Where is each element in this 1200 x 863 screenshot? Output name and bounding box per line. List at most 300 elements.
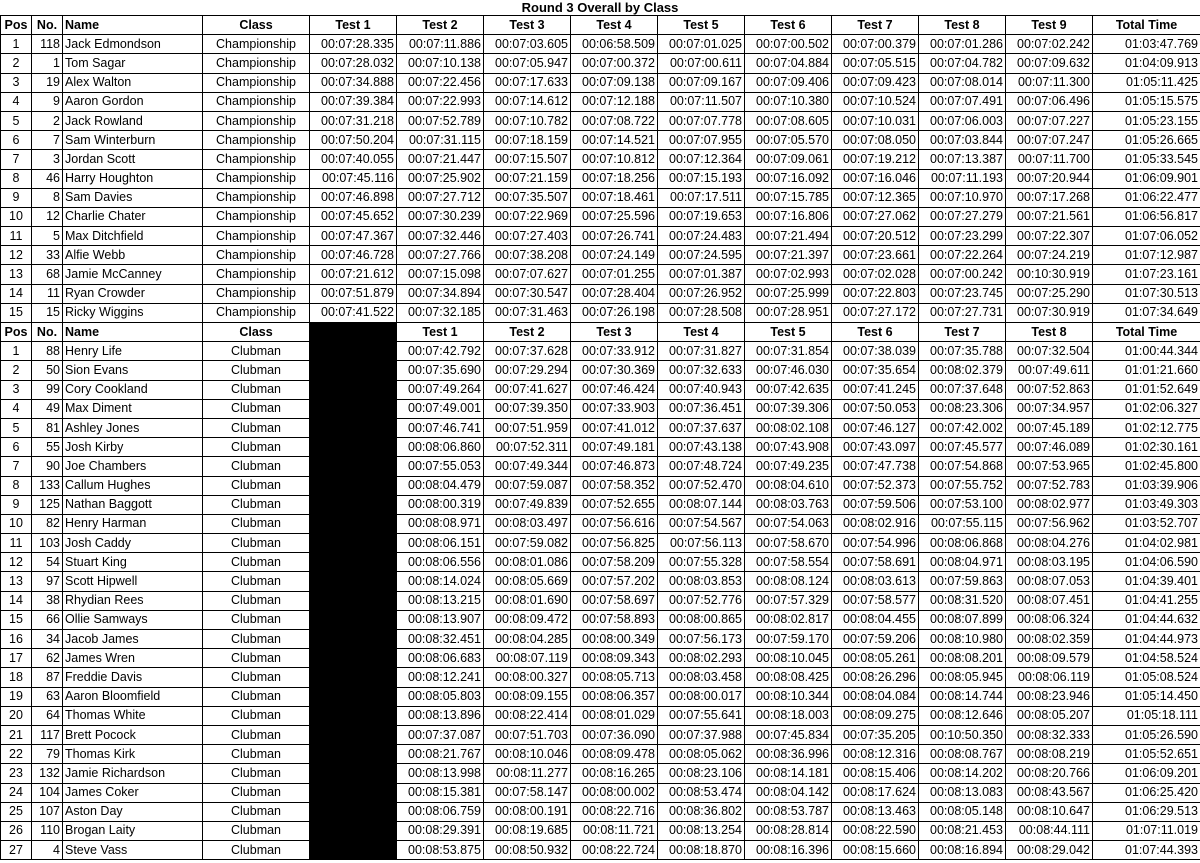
test-time-cell: 00:08:09.478 [571, 745, 658, 764]
test-time-cell: 00:07:07.247 [1006, 131, 1093, 150]
total-time-cell: 01:02:45.800 [1093, 457, 1200, 476]
class-cell: Championship [203, 188, 310, 207]
test-time-cell: 00:07:07.627 [484, 265, 571, 284]
test-time-cell: 00:07:20.512 [832, 227, 919, 246]
test-time-cell: 00:07:41.522 [310, 303, 397, 322]
total-time-cell: 01:04:06.590 [1093, 553, 1200, 572]
test-time-cell: 00:07:18.256 [571, 169, 658, 188]
pos-cell: 13 [1, 572, 32, 591]
test-time-cell: 00:07:46.089 [1006, 438, 1093, 457]
test-time-cell: 00:07:51.959 [484, 418, 571, 437]
total-time-cell: 01:07:34.649 [1093, 303, 1200, 322]
test-time-cell: 00:07:52.789 [397, 111, 484, 130]
redacted-cell [310, 323, 397, 342]
class-cell: Championship [203, 303, 310, 322]
test-time-cell: 00:07:04.884 [745, 54, 832, 73]
test-time-cell: 00:07:45.116 [310, 169, 397, 188]
pos-cell: 24 [1, 783, 32, 802]
class-cell: Clubman [203, 668, 310, 687]
test-time-cell: 00:07:15.785 [745, 188, 832, 207]
test-time-cell: 00:08:04.610 [745, 476, 832, 495]
test-time-cell: 00:08:06.151 [397, 534, 484, 553]
test-time-cell: 00:07:05.570 [745, 131, 832, 150]
number-cell: 12 [32, 207, 63, 226]
championship-header-cell: Test 4 [571, 16, 658, 35]
test-time-cell: 00:07:51.703 [484, 725, 571, 744]
test-time-cell: 00:08:36.996 [745, 745, 832, 764]
championship-header-cell: Test 8 [919, 16, 1006, 35]
test-time-cell: 00:08:04.142 [745, 783, 832, 802]
test-time-cell: 00:08:00.002 [571, 783, 658, 802]
total-time-cell: 01:04:09.913 [1093, 54, 1200, 73]
test-time-cell: 00:08:00.017 [658, 687, 745, 706]
test-time-cell: 00:07:00.379 [832, 35, 919, 54]
name-cell: Sion Evans [63, 361, 203, 380]
number-cell: 3 [32, 150, 63, 169]
test-time-cell: 00:07:49.181 [571, 438, 658, 457]
total-time-cell: 01:06:09.901 [1093, 169, 1200, 188]
test-time-cell: 00:08:11.277 [484, 764, 571, 783]
class-cell: Clubman [203, 476, 310, 495]
test-time-cell: 00:07:03.844 [919, 131, 1006, 150]
total-time-cell: 01:06:22.477 [1093, 188, 1200, 207]
test-time-cell: 00:08:16.265 [571, 764, 658, 783]
test-time-cell: 00:07:24.483 [658, 227, 745, 246]
pos-cell: 8 [1, 476, 32, 495]
championship-header-cell: Test 9 [1006, 16, 1093, 35]
test-time-cell: 00:08:02.977 [1006, 495, 1093, 514]
test-time-cell: 00:07:03.605 [484, 35, 571, 54]
name-cell: Henry Harman [63, 514, 203, 533]
test-time-cell: 00:08:06.868 [919, 534, 1006, 553]
test-time-cell: 00:07:12.365 [832, 188, 919, 207]
test-time-cell: 00:07:24.595 [658, 246, 745, 265]
test-time-cell: 00:07:55.752 [919, 476, 1006, 495]
total-time-cell: 01:05:14.450 [1093, 687, 1200, 706]
table-row [1, 649, 1200, 668]
pos-cell: 23 [1, 764, 32, 783]
test-time-cell: 00:07:46.127 [832, 418, 919, 437]
clubman-header-cell: Test 2 [484, 323, 571, 342]
test-time-cell: 00:07:43.138 [658, 438, 745, 457]
test-time-cell: 00:08:00.327 [484, 668, 571, 687]
total-time-cell: 01:05:18.111 [1093, 706, 1200, 725]
table-row [1, 73, 1200, 92]
championship-header-cell: Test 6 [745, 16, 832, 35]
championship-header-cell: Test 3 [484, 16, 571, 35]
number-cell: 19 [32, 73, 63, 92]
test-time-cell: 00:07:58.691 [832, 553, 919, 572]
class-cell: Clubman [203, 553, 310, 572]
test-time-cell: 00:07:32.185 [397, 303, 484, 322]
table-row [1, 227, 1200, 246]
test-time-cell: 00:07:31.463 [484, 303, 571, 322]
test-time-cell: 00:07:11.300 [1006, 73, 1093, 92]
table-row [1, 783, 1200, 802]
test-time-cell: 00:07:37.637 [658, 418, 745, 437]
class-cell: Clubman [203, 649, 310, 668]
test-time-cell: 00:07:09.167 [658, 73, 745, 92]
test-time-cell: 00:08:05.148 [919, 802, 1006, 821]
pos-cell: 5 [1, 418, 32, 437]
test-time-cell: 00:07:57.329 [745, 591, 832, 610]
pos-cell: 15 [1, 610, 32, 629]
class-cell: Clubman [203, 438, 310, 457]
test-time-cell: 00:07:22.307 [1006, 227, 1093, 246]
test-time-cell: 00:07:10.380 [745, 92, 832, 111]
clubman-header-cell: Test 4 [658, 323, 745, 342]
test-time-cell: 00:07:23.745 [919, 284, 1006, 303]
test-time-cell: 00:08:13.083 [919, 783, 1006, 802]
table-row [1, 572, 1200, 591]
test-time-cell: 00:07:34.894 [397, 284, 484, 303]
class-cell: Championship [203, 131, 310, 150]
test-time-cell: 00:08:06.556 [397, 553, 484, 572]
total-time-cell: 01:01:21.660 [1093, 361, 1200, 380]
total-time-cell: 01:07:11.019 [1093, 821, 1200, 840]
total-time-cell: 01:05:33.545 [1093, 150, 1200, 169]
test-time-cell: 00:07:11.886 [397, 35, 484, 54]
number-cell: 8 [32, 188, 63, 207]
name-cell: Jamie Richardson [63, 764, 203, 783]
test-time-cell: 00:07:58.577 [832, 591, 919, 610]
test-time-cell: 00:07:01.025 [658, 35, 745, 54]
total-time-cell: 01:06:29.513 [1093, 802, 1200, 821]
total-time-cell: 01:04:44.632 [1093, 610, 1200, 629]
pos-cell: 12 [1, 246, 32, 265]
test-time-cell: 00:08:09.579 [1006, 649, 1093, 668]
name-cell: Charlie Chater [63, 207, 203, 226]
test-time-cell: 00:08:02.293 [658, 649, 745, 668]
pos-cell: 3 [1, 73, 32, 92]
name-cell: Aaron Bloomfield [63, 687, 203, 706]
test-time-cell: 00:07:27.403 [484, 227, 571, 246]
name-cell: Stuart King [63, 553, 203, 572]
test-time-cell: 00:07:10.138 [397, 54, 484, 73]
total-time-cell: 01:07:23.161 [1093, 265, 1200, 284]
test-time-cell: 00:07:27.731 [919, 303, 1006, 322]
test-time-cell: 00:07:46.728 [310, 246, 397, 265]
test-time-cell: 00:07:37.648 [919, 380, 1006, 399]
name-cell: Jack Edmondson [63, 35, 203, 54]
table-row [1, 591, 1200, 610]
number-cell: 2 [32, 111, 63, 130]
class-cell: Clubman [203, 514, 310, 533]
total-time-cell: 01:03:39.906 [1093, 476, 1200, 495]
page-title: Round 3 Overall by Class [521, 0, 679, 15]
test-time-cell: 00:07:30.547 [484, 284, 571, 303]
clubman-header-cell: Class [203, 323, 310, 342]
total-time-cell: 01:05:08.524 [1093, 668, 1200, 687]
table-row [1, 802, 1200, 821]
pos-cell: 1 [1, 35, 32, 54]
test-time-cell: 00:07:46.424 [571, 380, 658, 399]
number-cell: 4 [32, 841, 63, 860]
test-time-cell: 00:08:04.084 [832, 687, 919, 706]
test-time-cell: 00:07:56.173 [658, 630, 745, 649]
number-cell: 107 [32, 802, 63, 821]
class-cell: Clubman [203, 706, 310, 725]
test-time-cell: 00:07:14.612 [484, 92, 571, 111]
test-time-cell: 00:07:28.404 [571, 284, 658, 303]
test-time-cell: 00:08:14.024 [397, 572, 484, 591]
test-time-cell: 00:07:58.209 [571, 553, 658, 572]
test-time-cell: 00:07:05.515 [832, 54, 919, 73]
name-cell: James Coker [63, 783, 203, 802]
test-time-cell: 00:08:31.520 [919, 591, 1006, 610]
test-time-cell: 00:07:55.115 [919, 514, 1006, 533]
test-time-cell: 00:07:14.521 [571, 131, 658, 150]
test-time-cell: 00:07:04.782 [919, 54, 1006, 73]
test-time-cell: 00:07:43.908 [745, 438, 832, 457]
test-time-cell: 00:07:47.738 [832, 457, 919, 476]
number-cell: 79 [32, 745, 63, 764]
number-cell: 117 [32, 725, 63, 744]
test-time-cell: 00:08:53.787 [745, 802, 832, 821]
name-cell: Nathan Baggott [63, 495, 203, 514]
championship-header-cell: No. [32, 16, 63, 35]
test-time-cell: 00:08:32.451 [397, 630, 484, 649]
test-time-cell: 00:07:41.245 [832, 380, 919, 399]
class-cell: Championship [203, 54, 310, 73]
test-time-cell: 00:07:58.697 [571, 591, 658, 610]
test-time-cell: 00:10:50.350 [919, 725, 1006, 744]
test-time-cell: 00:08:02.379 [919, 361, 1006, 380]
test-time-cell: 00:08:08.201 [919, 649, 1006, 668]
name-cell: Aston Day [63, 802, 203, 821]
test-time-cell: 00:08:01.029 [571, 706, 658, 725]
table-row [1, 725, 1200, 744]
table-row [1, 150, 1200, 169]
test-time-cell: 00:07:31.854 [745, 342, 832, 361]
test-time-cell: 00:08:15.381 [397, 783, 484, 802]
redacted-block [310, 342, 397, 860]
pos-cell: 18 [1, 668, 32, 687]
table-row [1, 821, 1200, 840]
class-cell: Championship [203, 150, 310, 169]
test-time-cell: 00:07:09.138 [571, 73, 658, 92]
total-time-cell: 01:07:44.393 [1093, 841, 1200, 860]
pos-cell: 9 [1, 495, 32, 514]
class-cell: Championship [203, 227, 310, 246]
name-cell: Tom Sagar [63, 54, 203, 73]
class-cell: Clubman [203, 591, 310, 610]
test-time-cell: 00:07:42.635 [745, 380, 832, 399]
table-row [1, 438, 1200, 457]
test-time-cell: 00:08:09.275 [832, 706, 919, 725]
number-cell: 50 [32, 361, 63, 380]
results-body [1, 16, 1200, 860]
test-time-cell: 00:07:09.632 [1006, 54, 1093, 73]
test-time-cell: 00:08:19.685 [484, 821, 571, 840]
test-time-cell: 00:07:35.654 [832, 361, 919, 380]
number-cell: 15 [32, 303, 63, 322]
test-time-cell: 00:07:25.290 [1006, 284, 1093, 303]
table-row [1, 457, 1200, 476]
table-row [1, 265, 1200, 284]
test-time-cell: 00:08:53.474 [658, 783, 745, 802]
test-time-cell: 00:08:07.899 [919, 610, 1006, 629]
pos-cell: 7 [1, 457, 32, 476]
test-time-cell: 00:07:19.653 [658, 207, 745, 226]
test-time-cell: 00:07:17.268 [1006, 188, 1093, 207]
test-time-cell: 00:08:17.624 [832, 783, 919, 802]
test-time-cell: 00:08:09.343 [571, 649, 658, 668]
total-time-cell: 01:02:06.327 [1093, 399, 1200, 418]
test-time-cell: 00:08:16.396 [745, 841, 832, 860]
test-time-cell: 00:08:05.803 [397, 687, 484, 706]
number-cell: 66 [32, 610, 63, 629]
class-cell: Clubman [203, 399, 310, 418]
number-cell: 88 [32, 342, 63, 361]
test-time-cell: 00:07:10.524 [832, 92, 919, 111]
number-cell: 62 [32, 649, 63, 668]
test-time-cell: 00:08:08.425 [745, 668, 832, 687]
test-time-cell: 00:08:07.119 [484, 649, 571, 668]
test-time-cell: 00:08:18.003 [745, 706, 832, 725]
total-time-cell: 01:07:12.987 [1093, 246, 1200, 265]
test-time-cell: 00:07:31.115 [397, 131, 484, 150]
test-time-cell: 00:08:05.669 [484, 572, 571, 591]
test-time-cell: 00:07:52.311 [484, 438, 571, 457]
test-time-cell: 00:08:06.683 [397, 649, 484, 668]
name-cell: Jack Rowland [63, 111, 203, 130]
pos-cell: 11 [1, 534, 32, 553]
name-cell: Callum Hughes [63, 476, 203, 495]
test-time-cell: 00:07:58.147 [484, 783, 571, 802]
test-time-cell: 00:07:52.863 [1006, 380, 1093, 399]
table-row [1, 246, 1200, 265]
test-time-cell: 00:08:06.860 [397, 438, 484, 457]
test-time-cell: 00:08:50.932 [484, 841, 571, 860]
number-cell: 33 [32, 246, 63, 265]
test-time-cell: 00:07:58.893 [571, 610, 658, 629]
test-time-cell: 00:08:22.716 [571, 802, 658, 821]
results-table [0, 15, 1200, 860]
test-time-cell: 00:07:49.001 [397, 399, 484, 418]
test-time-cell: 00:07:28.951 [745, 303, 832, 322]
test-time-cell: 00:07:36.451 [658, 399, 745, 418]
pos-cell: 15 [1, 303, 32, 322]
test-time-cell: 00:07:33.912 [571, 342, 658, 361]
pos-cell: 4 [1, 92, 32, 111]
class-cell: Clubman [203, 495, 310, 514]
test-time-cell: 00:07:25.902 [397, 169, 484, 188]
total-time-cell: 01:04:58.524 [1093, 649, 1200, 668]
test-time-cell: 00:07:10.031 [832, 111, 919, 130]
test-time-cell: 00:07:45.652 [310, 207, 397, 226]
test-time-cell: 00:07:28.508 [658, 303, 745, 322]
pos-cell: 16 [1, 630, 32, 649]
clubman-header-cell: Test 5 [745, 323, 832, 342]
test-time-cell: 00:07:38.208 [484, 246, 571, 265]
clubman-header-row [1, 323, 1200, 342]
number-cell: 90 [32, 457, 63, 476]
total-time-cell: 01:04:44.973 [1093, 630, 1200, 649]
total-time-cell: 01:05:23.155 [1093, 111, 1200, 130]
name-cell: Joe Chambers [63, 457, 203, 476]
number-cell: 81 [32, 418, 63, 437]
class-cell: Championship [203, 246, 310, 265]
test-time-cell: 00:07:34.888 [310, 73, 397, 92]
test-time-cell: 00:08:03.613 [832, 572, 919, 591]
table-row [1, 630, 1200, 649]
class-cell: Clubman [203, 342, 310, 361]
test-time-cell: 00:07:07.491 [919, 92, 1006, 111]
test-time-cell: 00:07:46.741 [397, 418, 484, 437]
name-cell: Brogan Laity [63, 821, 203, 840]
test-time-cell: 00:07:18.159 [484, 131, 571, 150]
test-time-cell: 00:08:02.916 [832, 514, 919, 533]
class-cell: Championship [203, 284, 310, 303]
pos-cell: 20 [1, 706, 32, 725]
championship-header-cell: Class [203, 16, 310, 35]
test-time-cell: 00:08:08.219 [1006, 745, 1093, 764]
test-time-cell: 00:07:59.206 [832, 630, 919, 649]
table-row [1, 303, 1200, 322]
test-time-cell: 00:07:20.944 [1006, 169, 1093, 188]
test-time-cell: 00:07:17.511 [658, 188, 745, 207]
total-time-cell: 01:05:15.575 [1093, 92, 1200, 111]
test-time-cell: 00:07:56.962 [1006, 514, 1093, 533]
test-time-cell: 00:07:48.724 [658, 457, 745, 476]
test-time-cell: 00:07:52.783 [1006, 476, 1093, 495]
class-cell: Championship [203, 265, 310, 284]
total-time-cell: 01:07:06.052 [1093, 227, 1200, 246]
test-time-cell: 00:07:24.149 [571, 246, 658, 265]
name-cell: Alex Walton [63, 73, 203, 92]
test-time-cell: 00:07:49.344 [484, 457, 571, 476]
test-time-cell: 00:07:09.423 [832, 73, 919, 92]
test-time-cell: 00:07:27.712 [397, 188, 484, 207]
test-time-cell: 00:07:46.898 [310, 188, 397, 207]
total-time-cell: 01:05:26.665 [1093, 131, 1200, 150]
test-time-cell: 00:08:10.647 [1006, 802, 1093, 821]
test-time-cell: 00:07:32.504 [1006, 342, 1093, 361]
test-time-cell: 00:07:07.227 [1006, 111, 1093, 130]
number-cell: 82 [32, 514, 63, 533]
pos-cell: 7 [1, 150, 32, 169]
test-time-cell: 00:07:21.447 [397, 150, 484, 169]
test-time-cell: 00:07:56.616 [571, 514, 658, 533]
name-cell: Max Diment [63, 399, 203, 418]
total-time-cell: 01:00:44.344 [1093, 342, 1200, 361]
name-cell: Thomas Kirk [63, 745, 203, 764]
test-time-cell: 00:08:04.455 [832, 610, 919, 629]
class-cell: Clubman [203, 572, 310, 591]
table-row [1, 534, 1200, 553]
total-time-cell: 01:06:09.201 [1093, 764, 1200, 783]
test-time-cell: 00:07:05.947 [484, 54, 571, 73]
test-time-cell: 00:07:10.782 [484, 111, 571, 130]
table-row [1, 514, 1200, 533]
test-time-cell: 00:07:40.943 [658, 380, 745, 399]
pos-cell: 13 [1, 265, 32, 284]
test-time-cell: 00:08:11.721 [571, 821, 658, 840]
test-time-cell: 00:07:42.792 [397, 342, 484, 361]
name-cell: Aaron Gordon [63, 92, 203, 111]
test-time-cell: 00:07:54.996 [832, 534, 919, 553]
name-cell: Steve Vass [63, 841, 203, 860]
test-time-cell: 00:08:43.567 [1006, 783, 1093, 802]
test-time-cell: 00:07:52.470 [658, 476, 745, 495]
test-time-cell: 00:08:04.971 [919, 553, 1006, 572]
test-time-cell: 00:07:15.193 [658, 169, 745, 188]
test-time-cell: 00:07:41.627 [484, 380, 571, 399]
test-time-cell: 00:07:01.387 [658, 265, 745, 284]
test-time-cell: 00:08:06.357 [571, 687, 658, 706]
table-row [1, 668, 1200, 687]
